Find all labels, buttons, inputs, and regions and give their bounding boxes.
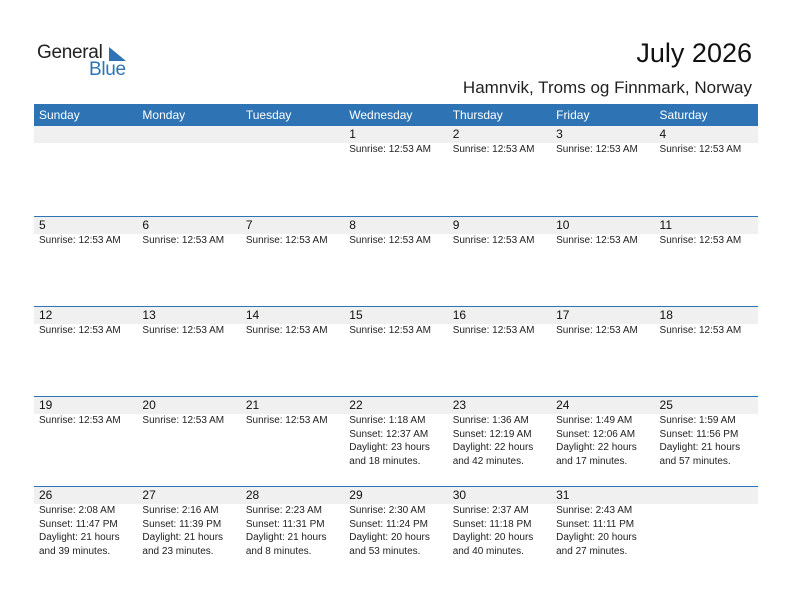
day-number: 3: [556, 127, 563, 141]
day-number: 14: [245, 308, 260, 322]
day-cell: [344, 324, 447, 338]
daylight-minutes: and 27 minutes.: [556, 545, 628, 557]
sunrise-text: Sunrise: 12:53 AM: [452, 144, 535, 155]
weekday-thursday: Thursday: [452, 108, 503, 122]
sunset-text: Sunset: 12:19 AM: [452, 428, 532, 440]
day-cell: [34, 414, 137, 468]
day-number: 23: [452, 398, 467, 412]
sunrise-text: Sunrise: 12:53 AM: [556, 235, 638, 246]
day-cell: [241, 504, 344, 558]
day-number: 28: [245, 488, 260, 502]
sunrise-text: Sunrise: 2:16 AM: [142, 505, 219, 516]
day-cell: [551, 234, 654, 248]
day-cell: [655, 143, 758, 157]
daylight-minutes: and 57 minutes.: [659, 455, 731, 467]
day-cell: [551, 504, 654, 558]
day-cell: [344, 234, 447, 248]
day-number-row: [34, 487, 758, 504]
day-number: 21: [245, 398, 260, 412]
day-cell: [241, 143, 344, 157]
day-number: 29: [349, 488, 363, 502]
week-row: [34, 486, 758, 576]
day-details-row: [34, 324, 758, 338]
location-subtitle: Hamnvik, Troms og Finnmark, Norway: [462, 78, 752, 97]
day-number: 30: [452, 488, 467, 502]
sunrise-text: Sunrise: 12:53 AM: [142, 415, 225, 426]
logo-text-general: General: [37, 42, 103, 63]
weekday-monday: Monday: [142, 108, 186, 122]
day-cell: [448, 143, 551, 157]
sunrise-text: Sunrise: 12:53 AM: [659, 235, 742, 246]
day-cell: [448, 234, 551, 248]
day-cell: [241, 414, 344, 468]
page-title: July 2026: [636, 38, 752, 68]
day-details-row: [34, 414, 758, 468]
sunrise-text: Sunrise: 2:30 AM: [349, 505, 426, 516]
week-row: [34, 306, 758, 396]
weekday-header: [34, 104, 758, 126]
day-number: 2: [452, 127, 460, 141]
logo-triangle-icon: [109, 47, 126, 61]
sunrise-text: Sunrise: 12:53 AM: [659, 144, 742, 155]
day-number: 22: [349, 398, 363, 412]
day-cell: [34, 504, 137, 558]
day-cell: [655, 414, 758, 468]
daylight-minutes: and 42 minutes.: [452, 455, 524, 467]
daylight-text: Daylight: 22 hours: [452, 442, 534, 454]
weekday-tuesday: Tuesday: [245, 108, 292, 122]
day-cell: [241, 324, 344, 338]
day-number: 13: [142, 308, 156, 322]
sunset-text: Sunset: 12:06 AM: [556, 428, 636, 440]
day-cell: [655, 504, 758, 558]
daylight-minutes: and 8 minutes.: [245, 545, 312, 557]
day-number: 7: [245, 218, 253, 232]
sunrise-text: Sunrise: 12:53 AM: [452, 235, 535, 246]
day-number: [34, 126, 137, 143]
day-cell: [137, 324, 240, 338]
daylight-text: Daylight: 20 hours: [452, 532, 534, 544]
sunset-text: Sunset: 11:31 PM: [245, 518, 325, 530]
day-cell: [344, 504, 447, 558]
weekday-sunday: Sunday: [39, 108, 80, 122]
day-number: 4: [659, 127, 667, 141]
sunset-text: Sunset: 11:18 PM: [452, 518, 532, 530]
day-cell: [448, 504, 551, 558]
sunrise-text: Sunrise: 12:53 AM: [556, 144, 638, 155]
sunrise-text: Sunrise: 12:53 AM: [349, 144, 431, 155]
logo-text-blue: Blue: [89, 59, 126, 80]
day-number-row: [34, 397, 758, 414]
day-cell: [34, 234, 137, 248]
day-number: 15: [349, 308, 363, 322]
day-number: 24: [556, 398, 570, 412]
day-number-row: [34, 307, 758, 324]
day-number: 31: [556, 488, 570, 502]
logo: [37, 42, 137, 82]
day-cell: [551, 414, 654, 468]
day-cell: [241, 234, 344, 248]
day-cell: [448, 414, 551, 468]
day-number: 17: [556, 308, 570, 322]
sunrise-text: Sunrise: 12:53 AM: [39, 415, 121, 426]
sunrise-text: Sunrise: 12:53 AM: [556, 325, 638, 336]
sunset-text: Sunset: 11:56 PM: [659, 428, 739, 440]
daylight-text: Daylight: 20 hours: [349, 532, 430, 544]
day-number: 25: [659, 398, 673, 412]
sunset-text: Sunset: 11:11 PM: [556, 518, 635, 530]
day-number: 8: [349, 218, 356, 232]
day-number: [655, 487, 758, 504]
day-number: 10: [556, 218, 570, 232]
day-cell: [137, 414, 240, 468]
sunrise-text: Sunrise: 12:53 AM: [39, 325, 121, 336]
daylight-text: Daylight: 21 hours: [659, 442, 741, 454]
day-number: 6: [142, 218, 150, 232]
day-details-row: [34, 234, 758, 248]
day-cell: [137, 143, 240, 157]
daylight-minutes: and 18 minutes.: [349, 455, 421, 467]
day-cell: [655, 234, 758, 248]
daylight-text: Daylight: 22 hours: [556, 442, 637, 454]
sunset-text: Sunset: 11:39 PM: [142, 518, 222, 530]
sunrise-text: Sunrise: 12:53 AM: [245, 325, 328, 336]
sunrise-text: Sunrise: 2:37 AM: [452, 505, 529, 516]
day-cell: [551, 143, 654, 157]
weekday-saturday: Saturday: [659, 108, 708, 122]
week-row: [34, 396, 758, 486]
daylight-minutes: and 23 minutes.: [142, 545, 214, 557]
day-number-row: [34, 126, 758, 143]
sunset-text: Sunset: 12:37 AM: [349, 428, 429, 440]
day-number: 5: [39, 218, 46, 232]
day-details-row: [34, 504, 758, 558]
day-cell: [448, 324, 551, 338]
sunrise-text: Sunrise: 12:53 AM: [659, 325, 742, 336]
daylight-minutes: and 39 minutes.: [39, 545, 111, 557]
daylight-text: Daylight: 21 hours: [245, 532, 327, 544]
day-cell: [344, 143, 447, 157]
sunrise-text: Sunrise: 12:53 AM: [349, 235, 431, 246]
weeks-container: [34, 126, 758, 576]
week-row: [34, 126, 758, 216]
sunset-text: Sunset: 11:47 PM: [39, 518, 118, 530]
sunrise-text: Sunrise: 12:53 AM: [245, 235, 328, 246]
sunrise-text: Sunrise: 1:18 AM: [349, 415, 426, 426]
day-details-row: [34, 143, 758, 157]
daylight-minutes: and 40 minutes.: [452, 545, 524, 557]
day-cell: [551, 324, 654, 338]
daylight-text: Daylight: 21 hours: [39, 532, 120, 544]
calendar-grid: [34, 104, 758, 576]
weekday-friday: Friday: [556, 108, 590, 122]
day-cell: [137, 504, 240, 558]
daylight-text: Daylight: 20 hours: [556, 532, 637, 544]
day-number: 27: [142, 488, 156, 502]
day-number-row: [34, 217, 758, 234]
day-number: 18: [659, 308, 673, 322]
daylight-text: Daylight: 21 hours: [142, 532, 224, 544]
sunrise-text: Sunrise: 2:23 AM: [245, 505, 322, 516]
day-number: 19: [39, 398, 53, 412]
day-cell: [34, 143, 137, 157]
week-row: [34, 216, 758, 306]
day-cell: [137, 234, 240, 248]
day-cell: [34, 324, 137, 338]
day-number: 26: [39, 488, 53, 502]
sunrise-text: Sunrise: 12:53 AM: [245, 415, 328, 426]
sunrise-text: Sunrise: 12:53 AM: [142, 235, 225, 246]
day-number: 9: [452, 218, 460, 232]
day-number: [241, 126, 344, 143]
day-number: [137, 126, 240, 143]
sunrise-text: Sunrise: 1:36 AM: [452, 415, 529, 426]
sunrise-text: Sunrise: 12:53 AM: [142, 325, 225, 336]
day-number: 20: [142, 398, 156, 412]
daylight-minutes: and 17 minutes.: [556, 455, 628, 467]
day-cell: [344, 414, 447, 468]
day-number: 12: [39, 308, 53, 322]
sunrise-text: Sunrise: 12:53 AM: [39, 235, 121, 246]
sunrise-text: Sunrise: 12:53 AM: [349, 325, 431, 336]
day-number: 16: [452, 308, 467, 322]
sunrise-text: Sunrise: 2:08 AM: [39, 505, 116, 516]
sunrise-text: Sunrise: 1:49 AM: [556, 415, 633, 426]
weekday-wednesday: Wednesday: [349, 108, 413, 122]
sunrise-text: Sunrise: 12:53 AM: [452, 325, 535, 336]
sunrise-text: Sunrise: 2:43 AM: [556, 505, 633, 516]
sunrise-text: Sunrise: 1:59 AM: [659, 415, 736, 426]
day-number: 11: [659, 218, 672, 232]
day-number: 1: [349, 127, 356, 141]
daylight-minutes: and 53 minutes.: [349, 545, 421, 557]
daylight-text: Daylight: 23 hours: [349, 442, 430, 454]
sunset-text: Sunset: 11:24 PM: [349, 518, 429, 530]
day-cell: [655, 324, 758, 338]
